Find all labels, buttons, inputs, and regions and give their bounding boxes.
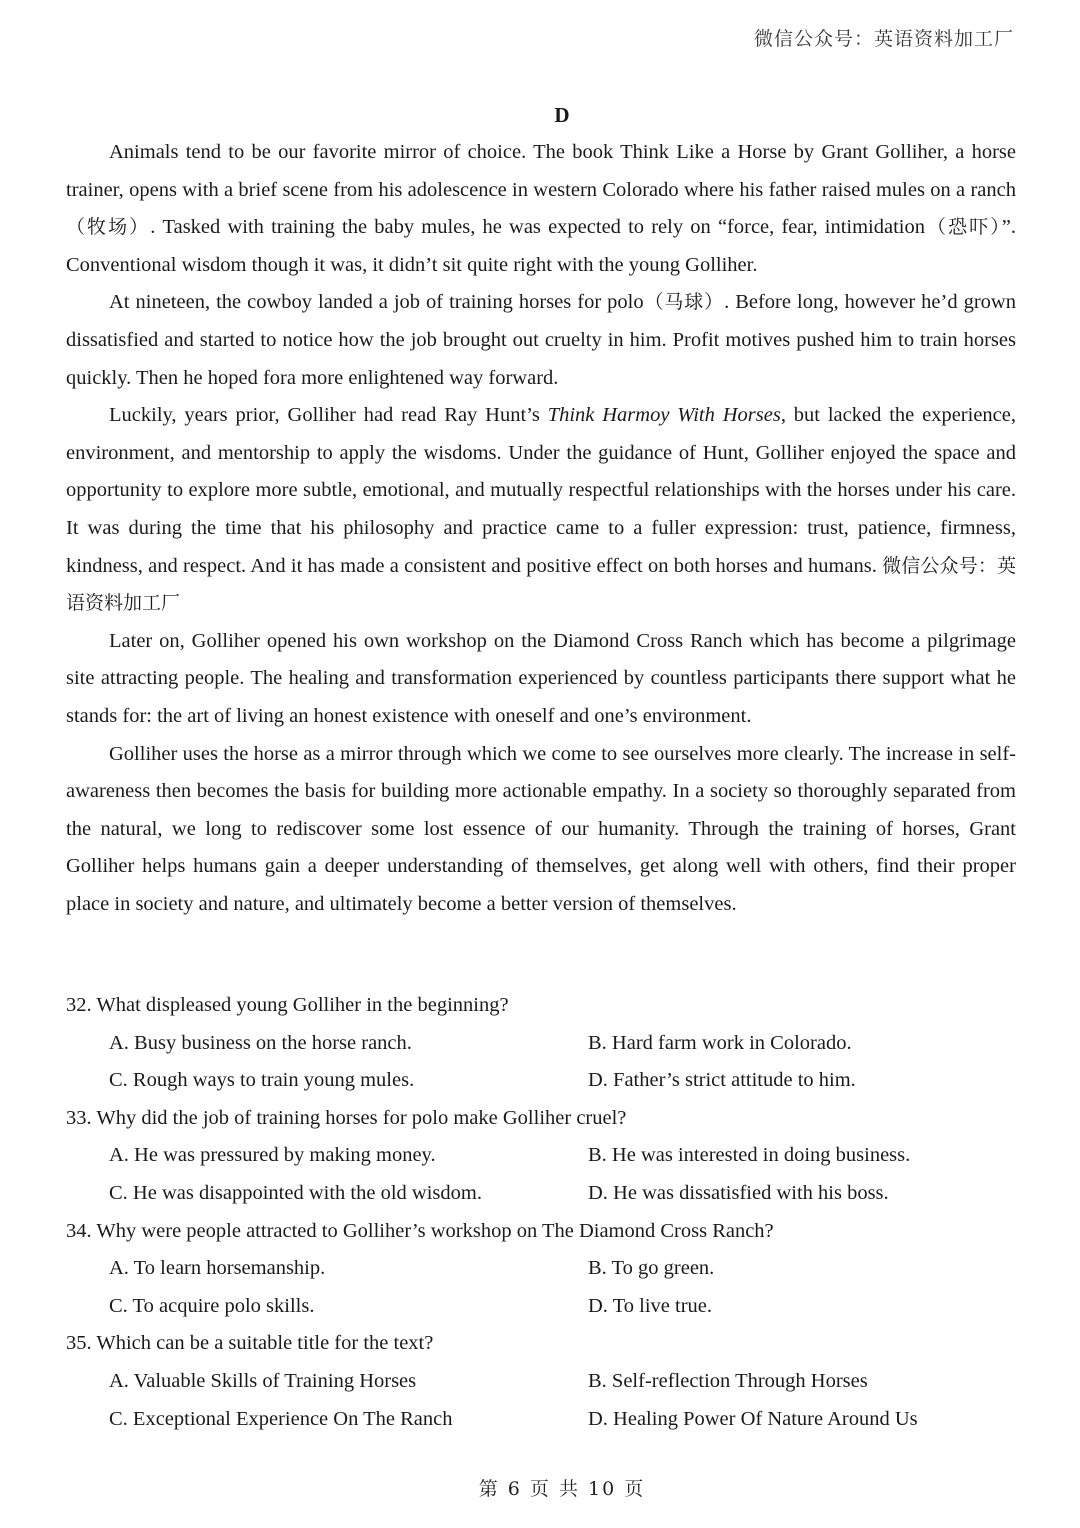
option-b: B. To go green. [588,1257,715,1280]
question-stem: 34. Why were people attracted to Golliher’s workshop on The Diamond Cross Ranch? [66,1219,774,1242]
option-row [66,1175,1016,1213]
option-row [66,1288,1016,1326]
question-33 [66,1100,1016,1213]
option-row [66,1250,1016,1288]
paragraph-text: ”. Conventional wisdom though it was, it didn’t sit quite right with the young Golliher. [66,216,1016,276]
option-c: C. To acquire polo skills. [109,1294,315,1317]
option-c: C. He was disappointed with the old wisdom. [109,1181,482,1204]
option-d: D. Healing Power Of Nature Around Us [588,1407,918,1430]
paragraph-text: Luckily, years prior, Golliher had read Ray Hunt’s [109,404,548,427]
option-row [66,1062,1016,1100]
chinese-gloss: （马球） [643,291,725,314]
question-stem: 35. Which can be a suitable title for the text? [66,1332,434,1355]
option-row [66,1363,1016,1401]
option-d: D. He was dissatisfied with his boss. [588,1181,889,1204]
passage-paragraph-4: Later on, Golliher opened his own workshop on the Diamond Cross Ranch which has become a pilgrimage site attracting people. The healing and transformation experienced by countless participants there support what he stands for: the art of living an honest existence with oneself and one’s environment. [66,629,1016,727]
option-c: C. Exceptional Experience On The Ranch [109,1407,453,1430]
question-35 [66,1325,1016,1438]
option-a: A. He was pressured by making money. [109,1144,436,1167]
chinese-gloss: （恐吓） [925,216,1002,239]
paragraph-text: . Before long, however he’d grown dissatisfied and started to notice how the job brought out cruelty in him. Profit motives pushed him to train horses quickly. Then he hoped fora more enlightened way forward. [66,291,1016,389]
section-heading: D [554,103,570,127]
question-stem: 33. Why did the job of training horses for polo make Golliher cruel? [66,1106,627,1129]
option-a: A. Valuable Skills of Training Horses [109,1369,417,1392]
paragraph-text: , but lacked the experience, environment, and mentorship to apply the wisdoms. Under the guidance of Hunt, Golliher enjoyed the space and opportunity to explore more subtle, emotional, and mutually respectful relationships with the horses under his care. It was during the time that his philosophy and practice came to a fuller expression: trust, patience, firmness, kindness, and respect. And it has made a consistent and positive effect on both horses and humans. [66,404,1016,577]
question-list [66,987,1016,1438]
paragraph-text: Animals tend to be our favorite mirror of choice. The book Think Like a Horse by Grant Golliher, a horse trainer, opens with a brief scene from his adolescence in western Colorado where his father raised mules on a ranch [66,141,1016,201]
option-row [66,1137,1016,1175]
option-b: B. Hard farm work in Colorado. [588,1031,852,1054]
reading-passage [66,134,1016,923]
chinese-gloss: （牧场） [66,216,151,239]
question-34 [66,1213,1016,1326]
option-b: B. Self-reflection Through Horses [588,1369,868,1392]
paragraph-text: . Tasked with training the baby mules, he was expected to rely on “force, fear, intimidation [150,216,925,239]
paragraph-text: At nineteen, the cowboy landed a job of training horses for polo [109,291,644,314]
option-row [66,1401,1016,1439]
page-number-footer: 第 6 页 共 10 页 [478,1478,646,1500]
inline-watermark: 微信公众号：英语资料加工厂 [66,554,1016,615]
option-a: A. Busy business on the horse ranch. [109,1031,412,1054]
passage-paragraph-5: Golliher uses the horse as a mirror through which we come to see ourselves more clearly. The increase in self-awareness then becomes the basis for building more actionable empathy. In a society so thoroughly separated from the natural, we long to rediscover some lost essence of our humanity. Through the training of horses, Grant Golliher helps humans gain a deeper understanding of themselves, get along well with others, find their proper place in society and nature, and ultimately become a better version of themselves. [66,742,1016,915]
option-b: B. He was interested in doing business. [588,1144,911,1167]
option-row [66,1025,1016,1063]
option-c: C. Rough ways to train young mules. [109,1069,415,1092]
question-stem: 32. What displeased young Golliher in the beginning? [66,994,509,1016]
passage-paragraph-2 [66,284,1016,397]
option-d: D. To live true. [588,1294,713,1317]
option-d: D. Father’s strict attitude to him. [588,1069,856,1092]
passage-paragraph-3 [66,397,1016,623]
passage-paragraph-1 [66,134,1016,284]
header-watermark: 微信公众号：英语资料加工厂 [753,28,1014,50]
option-a: A. To learn horsemanship. [109,1257,326,1280]
question-32 [66,987,1016,1100]
book-title: Think Harmoy With Horses [547,404,781,427]
